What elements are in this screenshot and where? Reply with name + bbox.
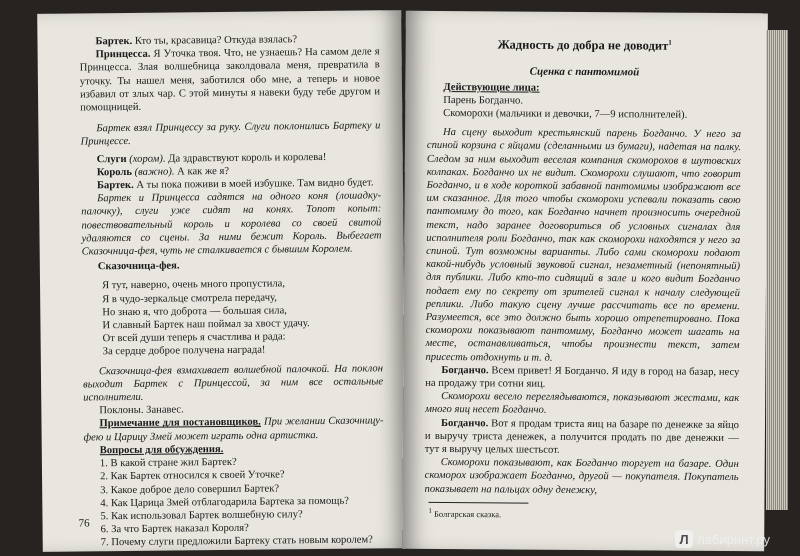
stage-direction: Бартек взял Принцессу за руку. Слуги поклонились Бартеку и Принцессе. <box>80 120 381 148</box>
speaker-name: Принцесса. <box>95 48 151 61</box>
verse-line: За сердце доброе получена награда! <box>102 345 266 358</box>
line-text: Кто ты, красавица? Откуда взялась? <box>132 34 298 47</box>
footnote-ref: 1 <box>668 38 672 47</box>
list-item: 6. За что Бартек наказал Короля? <box>100 522 249 536</box>
list-item: 5. Как использовал Бартек волшебную силу? <box>100 509 303 523</box>
list-item: 2. Как Бартек относился к своей Уточке? <box>99 469 285 483</box>
speaker-name: Бартек. <box>95 35 133 48</box>
verse-line: И славный Бартек наш поймал за хвост удачу. <box>102 318 310 332</box>
dialogue-line: Богданчо. Всем привет! Я Богданчо. Я иду в город на базар, несу на продажу три сотни яиц. <box>425 364 740 390</box>
dialogue-line: Бартек. А ты пока поживи в моей избушке. Там видно будет. <box>96 177 374 192</box>
stage-direction: Скоморохи весело переглядываются, показывают жестами, как много яиц несет Богданчо. <box>425 391 740 417</box>
list-item: 4. Как Царица Змей отблагодарила Бартека за помощь? <box>100 495 350 509</box>
director-note: Примечание для постановщиков. При желании Сказочницу-фею и Царицу Змей может играть одна артистка. <box>83 415 384 444</box>
watermark <box>675 530 770 548</box>
stage-direction: Скоморохи показывают, как Богданчо торгует на базаре. Один скоморох изображает Богданчо, другой — покупателя. Покупатель показывает на пальцах одну денежку, <box>424 457 739 496</box>
subtitle: Сценка с пантомимой <box>529 65 640 79</box>
verse-line: Я в чудо-зеркальце смотрела передачу, <box>102 292 277 305</box>
verse-line: Но знаю я, что доброта — большая сила, <box>102 305 287 319</box>
footnote: $^1$ Болгарская сказка. <box>428 506 502 520</box>
cast-item: Скоморохи (мальчики и девочки, 7—9 исполнителей). <box>443 107 688 121</box>
questions-list <box>84 454 385 550</box>
verse-line: От всей души теперь я счастлива и рада: <box>102 331 286 345</box>
cast-item: Парень Богданчо. <box>443 94 524 107</box>
stage-direction: Сказочница-фея взмахивает волшебной палочкой. На поклон выходит Бартек с Принцессой, за ним все остальные исполнители. <box>83 362 384 404</box>
page-number: 76 <box>78 517 90 530</box>
dialogue-line: Богданчо. Вот я продам триста яиц на базаре по денежке за яйцо и выручу триста денежек, а получится продать по две денежки — тут я выручу целых шестьсот. <box>424 417 740 456</box>
page-title: Жадность до добра не доводит$^1$ <box>497 37 672 53</box>
stage-direction: Бартек и Принцесса садятся на одного коня (лошадку-палочку), слуги уже сидят на конях. Топот копыт: повествовательный король и королева со своей свитой удаляются со сцены. За ними бежит Король. Выбегает Сказочница-фея, чуть не сталкивается с бывшим Королем. <box>81 190 382 258</box>
questions-heading: Вопросы для обсуждения. <box>99 443 224 457</box>
stage-direction: На сцену выходит крестьянский парень Богданчо. У него за спиной корзина с яйцами (сделанными из бумаги), надетая на палку. Следом за ним выходит веселая компания скоморохов в шутовских колпаках. Богданчо их не видит. Скоморохи слушают, что говорит Богданчо, и в ходе короткой забавной пантомимы изображают все им сказанное. Для того чтобы скоморохи успевали показать свою пантомиму до того, как Богданчо начнет произносить очередной текст, надо заранее договориться об условных сигналах для исполнителя роли Богданчо, так как скоморохи находятся у него за спиной. Тут возможны варианты. Либо сами скоморохи подают какой-нибудь условный звуковой сигнал, незаметный (непонятный) для публики. Либо кто-то сидящий в зале и кого видит Богданчо подает ему по секрету от зрителей сигнал к началу следующей реплики. Либо такую сцену лучше рассчитать все по времени. Разумеется, все это должно быть хорошо отрепетировано. Пока скоморохи показывают пантомиму, Богданчо может шагать на месте, останавливаться, чтобы произнести текст, затем присесть отдохнуть и т. д. <box>425 127 742 364</box>
left-page-text <box>79 32 384 550</box>
page-edges <box>766 30 788 510</box>
bows-line: Поклоны. Занавес. <box>99 404 184 417</box>
cast-heading: Действующие лица: <box>443 81 540 94</box>
footnote-divider <box>428 502 528 504</box>
right-page-text <box>424 29 741 523</box>
dialogue-line <box>80 46 381 115</box>
list-item: 1. В какой стране жил Бартек? <box>99 456 237 470</box>
left-page <box>37 10 407 552</box>
right-page <box>402 11 768 552</box>
list-item: 7. Почему слуги предложили Бартеку стать новым королем? <box>100 534 373 549</box>
labirint-logo-icon: Л <box>675 530 693 548</box>
verse-block <box>102 277 383 359</box>
list-item: 3. Какое доброе дело совершил Бартек? <box>100 482 280 496</box>
line-text: Я Уточка твоя. Что, не узнаешь? На самом деле я Принцесса. Злая волшебница заколдовала меня, превратила в уточку. Ты нашел меня, заботился обо мне, а теперь и новое избавил от злых чар. С этой минуты я навеки буду тебе другом и помощницей. <box>79 46 381 114</box>
dialogue-line: Слуги (хором). Да здравствуют король и королева! <box>96 151 327 165</box>
dialogue-line: Король (важно). А как же я? <box>96 165 230 179</box>
watermark-text: лабиринт.ру <box>697 531 770 547</box>
speaker-name: Сказочница-фея. <box>97 260 180 273</box>
verse-line: Я тут, наверно, очень много пропустила, <box>101 278 286 292</box>
